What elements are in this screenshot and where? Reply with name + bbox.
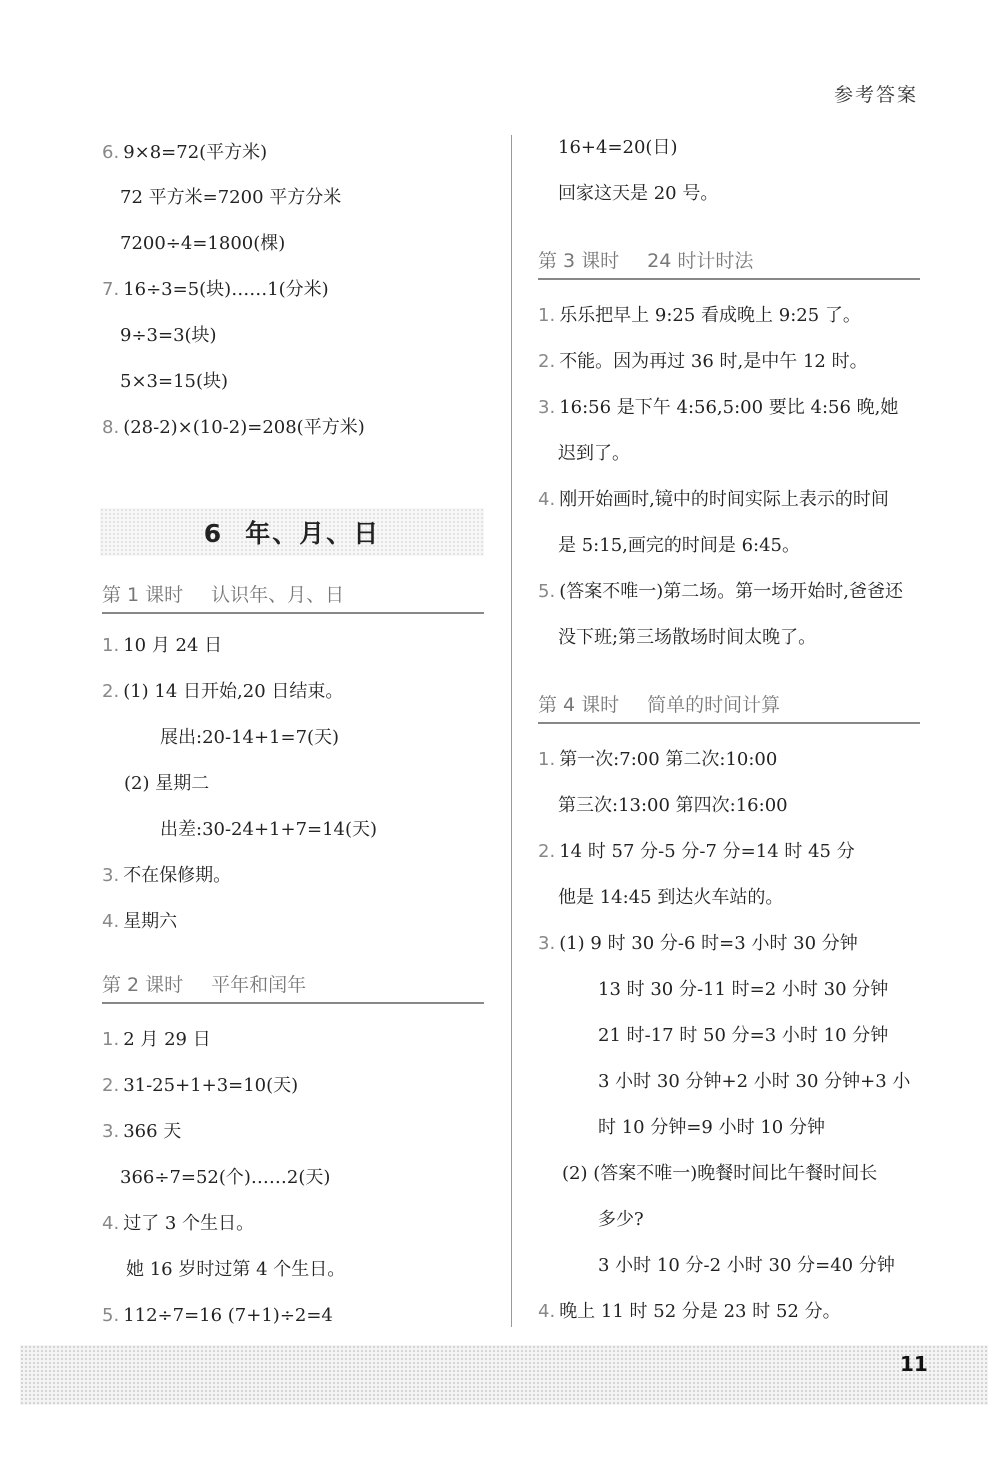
answer-line: 4. 刚开始画时,镜中的时间实际上表示的时间 (538, 489, 889, 510)
answer-line: (2) 星期二 (124, 773, 210, 794)
answer-line: 1. 2 月 29 日 (102, 1029, 211, 1050)
answer-line: 13 时 30 分-11 时=2 小时 30 分钟 (598, 979, 889, 1000)
answer-line: 6. 9×8=72(平方米) (102, 142, 268, 163)
answer-line: (2) (答案不唯一)晚餐时间比午餐时间长 (562, 1163, 878, 1184)
answer-line: 4. 过了 3 个生日。 (102, 1213, 255, 1234)
answer-line: 第三次:13:00 第四次:16:00 (558, 795, 788, 816)
answer-line: 4. 晚上 11 时 52 分是 23 时 52 分。 (538, 1301, 841, 1322)
answer-line: 1. 第一次:7:00 第二次:10:00 (538, 749, 778, 770)
answer-line: 1. 10 月 24 日 (102, 635, 223, 656)
answer-line: 是 5:15,画完的时间是 6:45。 (558, 535, 801, 556)
chapter-title: 6 年、月、日 (203, 519, 381, 548)
answer-line: 她 16 岁时过第 4 个生日。 (126, 1259, 346, 1280)
section-heading-lesson-1: 第 1 课时 认识年、月、日 (102, 578, 484, 614)
answer-line: 366÷7=52(个)……2(天) (120, 1167, 331, 1188)
answer-line: 8. (28-2)×(10-2)=208(平方米) (102, 417, 365, 438)
answer-line: 7. 16÷3=5(块)……1(分米) (102, 279, 329, 300)
answer-line: 3. 16:56 是下午 4:56,5:00 要比 4:56 晚,她 (538, 397, 899, 418)
section-heading-lesson-3: 第 3 课时 24 时计时法 (538, 244, 920, 280)
answer-line: 3. 不在保修期。 (102, 865, 232, 886)
answer-line: 3. 366 天 (102, 1121, 182, 1142)
answer-line: 7200÷4=1800(棵) (120, 233, 286, 254)
answer-line: 5. (答案不唯一)第二场。第一场开始时,爸爸还 (538, 581, 903, 602)
column-divider (511, 135, 512, 1327)
answer-line: 5. 112÷7=16 (7+1)÷2=4 (102, 1305, 333, 1326)
answer-line: 3 小时 30 分钟+2 小时 30 分钟+3 小 (598, 1071, 911, 1092)
answer-line: 展出:20-14+1=7(天) (160, 727, 340, 748)
answer-line: 5×3=15(块) (120, 371, 229, 392)
answer-line: 72 平方米=7200 平方分米 (120, 187, 342, 208)
answer-line: 他是 14:45 到达火车站的。 (558, 887, 784, 908)
answer-line: 21 时-17 时 50 分=3 小时 10 分钟 (598, 1025, 889, 1046)
answer-line: 出差:30-24+1+7=14(天) (160, 819, 378, 840)
section-heading-lesson-4: 第 4 课时 简单的时间计算 (538, 688, 920, 724)
answer-line: 时 10 分钟=9 小时 10 分钟 (598, 1117, 825, 1138)
answer-line: 没下班;第三场散场时间太晚了。 (558, 627, 817, 648)
answer-line: 2. 不能。因为再过 36 时,是中午 12 时。 (538, 351, 868, 372)
answer-line: 回家这天是 20 号。 (558, 183, 719, 204)
answer-line: 2. 14 时 57 分-5 分-7 分=14 时 45 分 (538, 841, 855, 862)
answer-line: 迟到了。 (558, 443, 630, 464)
answer-line: 3. (1) 9 时 30 分-6 时=3 小时 30 分钟 (538, 933, 858, 954)
section-heading-lesson-2: 第 2 课时 平年和闰年 (102, 968, 484, 1004)
answer-line: 多少? (598, 1209, 644, 1230)
answer-line: 9÷3=3(块) (120, 325, 217, 346)
page-header-label: 参考答案 (833, 84, 918, 106)
footer-band (20, 1345, 988, 1405)
page-number: 11 (900, 1352, 928, 1376)
answer-line: 1. 乐乐把早上 9:25 看成晚上 9:25 了。 (538, 305, 861, 326)
answer-line: 16+4=20(日) (558, 137, 678, 158)
answer-line: 2. 31-25+1+3=10(天) (102, 1075, 299, 1096)
chapter-banner (100, 508, 484, 556)
answer-line: 2. (1) 14 日开始,20 日结束。 (102, 681, 344, 702)
answer-line: 4. 星期六 (102, 911, 178, 932)
answer-line: 3 小时 10 分-2 小时 30 分=40 分钟 (598, 1255, 895, 1276)
